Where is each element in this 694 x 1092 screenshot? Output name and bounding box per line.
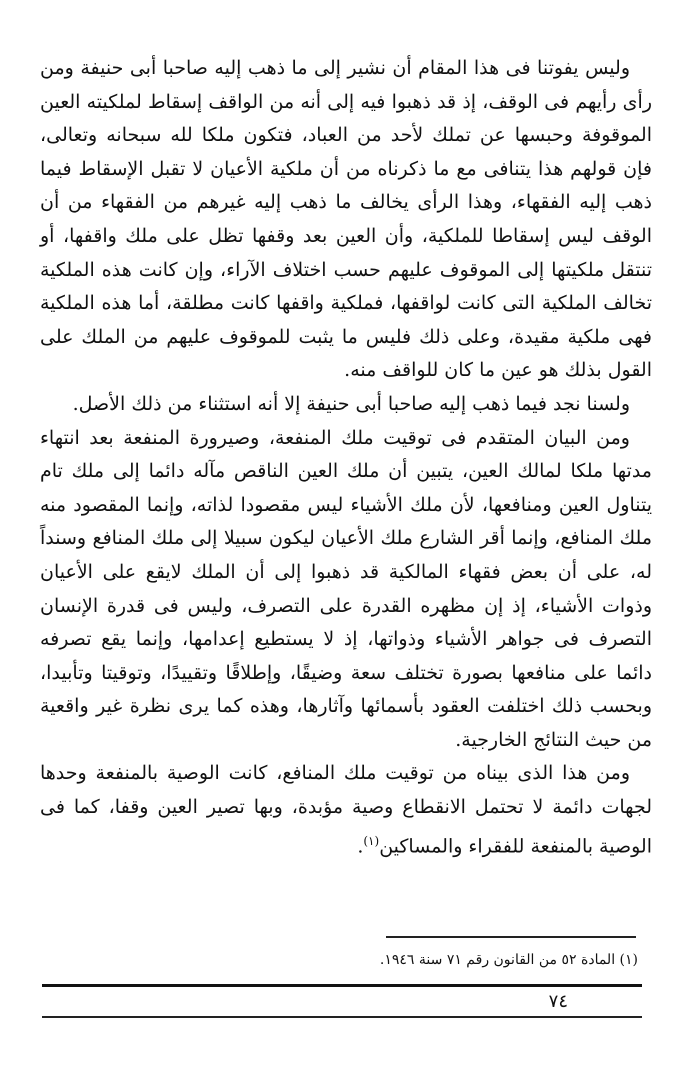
- paragraph-2: ولسنا نجد فيما ذهب إليه صاحبا أبى حنيفة إلا أنه استثناء من ذلك الأصل.: [72, 392, 630, 415]
- footnote-divider: [386, 936, 636, 938]
- main-text: [40, 52, 652, 864]
- paragraph-4-text: ومن هذا الذى بيناه من توقيت ملك المنافع، كانت الوصية بالمنفعة وحدها لجهات دائمة لا تحتمل الانقطاع وصية مؤبدة، وبها تصير العين وقفا، كما فى الوصية بالمنفعة للفقراء والمساكين: [40, 762, 652, 857]
- paragraph-3: ومن البيان المتقدم فى توقيت ملك المنفعة، وصيرورة المنفعة بعد انتهاء مدتها ملكا لمالك العين، يتبين أن ملك العين الناقص مآله دائما إلى ملك تام يتناول العين ومنافعها، لأن ملك الأشياء ليس مقصودا لذاته، وإنما المقصود منه ملك المنافع، وإنما أقر الشارع ملك الأعيان ليكون سبيلا إلى ملك المنافع وسنداً له، على أن بعض فقهاء المالكية قد ذهبوا إلى أن الملك لايقع على الأعيان وذوات الأشياء، إذ إن مظهره القدرة على التصرف، وليس فى قدرة الإنسان التصرف فى جواهر الأشياء وذواتها، إذ لا يستطيع إعدامها، وإنما يقع تصرفه دائما على منافعها بصورة تختلف سعة وضيقًا، وإطلاقًا وتقييدًا، وتوقيتا وتأبيدا، وبحسب ذلك اختلفت العقود بأسمائها وآثارها، وهذه كما يرى نظرة غير واقعية من حيث النتائج الخارجية.: [40, 426, 653, 751]
- footnote: (١) المادة ٥٢ من القانون رقم ٧١ سنة ١٩٤٦.: [379, 952, 638, 968]
- footer-rule-thick: [42, 984, 642, 987]
- paragraph-4-end: .: [357, 834, 364, 857]
- paragraph-4: [40, 757, 652, 863]
- footnote-marker: (١): [363, 833, 380, 848]
- footer-rule-thin: [42, 1016, 642, 1018]
- page-number: ٧٤: [548, 991, 568, 1012]
- paragraph-1: وليس يفوتنا فى هذا المقام أن نشير إلى ما ذهب إليه صاحبا أبى حنيفة ومن رأى رأيهم فى الوقف، إذ قد ذهبوا فيه إلى أنه من الواقف إسقاط لملكيته العين الموقوفة وحبسها عن تملك لأحد من العباد، فتكون ملكا لله سبحانه وتعالى، فإن قولهم هذا يتنافى مع ما ذكرناه من أن ملكية الأعيان لا تقبل الإسقاط فيما ذهب إليه الفقهاء، وهذا الرأى يخالف ما ذهب إليه غيرهم من الفقهاء من أن الوقف ليس إسقاطا للملكية، وأن العين بعد وقفها تظل على ملك واقفها، أو تنتقل ملكيتها إلى الموقوف عليهم حسب اختلاف الآراء، وإن كانت هذه الملكية تخالف الملكية التى كانت لواقفها، فملكية واقفها كانت مطلقة، أما هذه الملكية فهى ملكية مقيدة، وعلى ذلك فليس ما يثبت للموقوف عليهم من الملك على القول بذلك هو عين ما كان للواقف منه.: [40, 57, 652, 382]
